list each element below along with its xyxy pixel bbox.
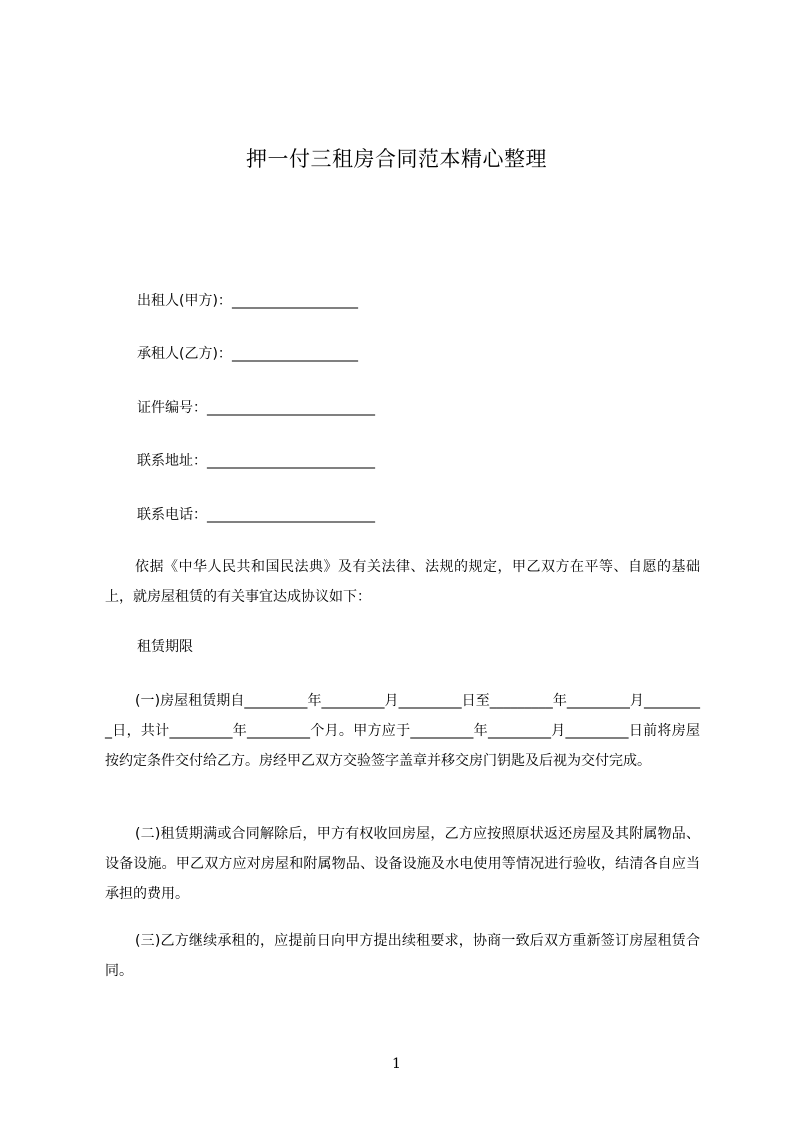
lessee-label: 承租人(乙方)： [137,346,232,362]
phone-blank: ________________________ [207,507,375,523]
document-title: 押一付三租房合同范本精心整理 [246,147,547,171]
phone-field [137,506,375,524]
address-field [137,452,375,470]
lessee-blank: __________________ [231,346,358,362]
lessor-blank: __________________ [231,293,358,309]
address-blank: ________________________ [207,453,375,469]
lessor-field [137,292,358,310]
section-heading: 租赁期限 [137,639,193,655]
lessor-label: 出租人(甲方)： [137,293,232,309]
id-number-blank: ________________________ [207,400,375,416]
clause-3: (三)乙方继续承租的，应提前日向甲方提出续租要求，协商一致后双方重新签订房屋租赁合同。 [105,933,700,979]
id-number-label: 证件编号： [137,400,207,416]
address-label: 联系地址： [137,453,207,469]
phone-label: 联系电话： [137,507,207,523]
intro-paragraph: 依据《中华人民共和国民法典》及有关法律、法规的规定，甲乙双方在平等、自愿的基础上，就房屋租赁的有关事宜达成协议如下： [105,559,700,605]
id-number-field [137,399,375,417]
clause-1: (一)房屋租赁期自_________年_________月_________日至_________年_________月_________日，共计_________年_________个月。甲方应于_________年_________月_________日前将房屋按约定条件交付给乙方。房经甲乙双方交验签字盖章并移交房门钥匙及后视为交付完成。 [105,693,700,769]
page-number: 1 [392,1056,401,1072]
lessee-field [137,345,358,363]
clause-2: (二)租赁期满或合同解除后，甲方有权收回房屋，乙方应按照原状返还房屋及其附属物品、设备设施。甲乙双方应对房屋和附属物品、设备设施及水电使用等情况进行验收，结清各自应当承担的费用。 [105,826,700,902]
